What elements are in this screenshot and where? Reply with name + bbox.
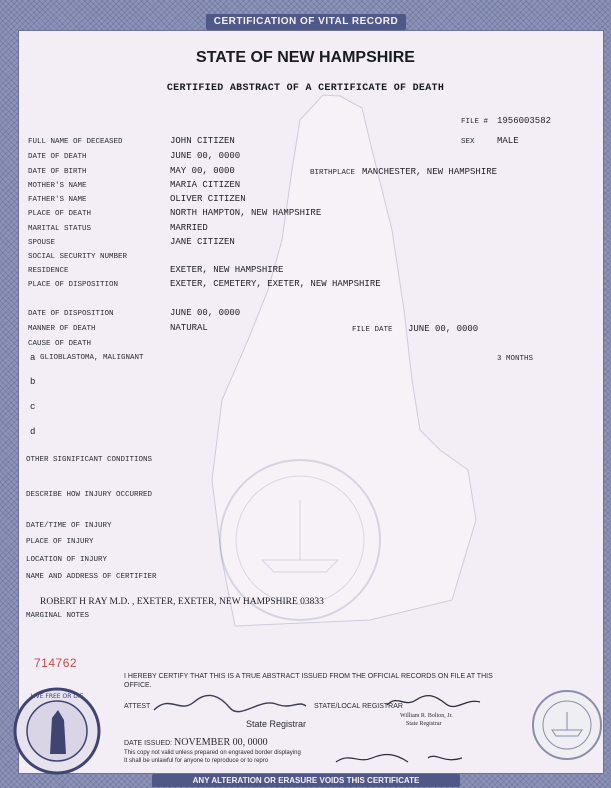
field-value: MARIA CITIZEN <box>170 180 241 190</box>
field-value: MARRIED <box>170 223 208 233</box>
date-issued-label: DATE ISSUED: <box>124 740 173 747</box>
field-value: EXETER, NEW HAMPSHIRE <box>170 265 284 275</box>
disclaimer-line2: It shall be unlawful for anyone to reproduce or to repro <box>124 758 269 764</box>
birthplace-value: MANCHESTER, NEW HAMPSHIRE <box>362 167 498 177</box>
manner-label: MANNER OF DEATH <box>28 325 96 333</box>
certify-statement-line1: I HEREBY CERTIFY THAT THIS IS A TRUE ABSTRACT ISSUED FROM THE OFFICIAL RECORDS ON FILE AT THIS <box>124 673 493 680</box>
file-date-label: FILE DATE <box>352 326 393 334</box>
file-number-value: 1956003582 <box>497 116 552 126</box>
injury-description-label: DESCRIBE HOW INJURY OCCURRED <box>26 491 153 499</box>
certifier-value: ROBERT H RAY M.D. , EXETER, EXETER, NEW HAMPSHIRE 03833 <box>40 597 324 607</box>
cause-label: CAUSE OF DEATH <box>28 340 92 348</box>
field-label: PLACE OF DEATH <box>28 210 92 218</box>
birthplace-label: BIRTHPLACE <box>310 169 356 177</box>
cause-a-interval: 3 MONTHS <box>497 355 534 363</box>
marginal-notes-label: MARGINAL NOTES <box>26 612 90 620</box>
injury-place-label: PLACE OF INJURY <box>26 538 94 546</box>
field-label: FATHER'S NAME <box>28 196 87 204</box>
field-value: NORTH HAMPTON, NEW HAMPSHIRE <box>170 208 322 218</box>
date-issued-value: NOVEMBER 00, 0000 <box>174 737 268 748</box>
field-value: EXETER, CEMETERY, EXETER, NEW HAMPSHIRE <box>170 279 381 289</box>
attest-title: State Registrar <box>246 719 307 729</box>
field-label: FULL NAME OF DECEASED <box>28 138 123 146</box>
field-label: DATE OF DEATH <box>28 153 87 161</box>
state-seal-right <box>530 688 604 762</box>
attest-signature-mark <box>150 692 310 716</box>
field-label: MOTHER'S NAME <box>28 182 87 190</box>
registrar-title: State Registrar <box>406 721 442 727</box>
file-date-value: JUNE 00, 0000 <box>408 324 479 334</box>
field-value: JOHN CITIZEN <box>170 136 235 146</box>
cause-d-letter: d <box>30 427 36 437</box>
alteration-warning-banner: ANY ALTERATION OR ERASURE VOIDS THIS CERTIFICATE <box>152 774 460 787</box>
certify-statement-line2: OFFICE. <box>124 682 152 689</box>
sex-value: MALE <box>497 136 519 146</box>
field-value: MAY 00, 0000 <box>170 166 235 176</box>
registrar-signature-mark <box>384 692 484 710</box>
file-number-label: FILE # <box>461 118 489 126</box>
certification-banner: CERTIFICATION OF VITAL RECORD <box>206 14 406 30</box>
svg-text:LIVE FREE OR DIE: LIVE FREE OR DIE <box>30 693 84 700</box>
field-label: PLACE OF DISPOSITION <box>28 281 119 289</box>
other-conditions-label: OTHER SIGNIFICANT CONDITIONS <box>26 456 153 464</box>
field-label: MARITAL STATUS <box>28 225 92 233</box>
field-value: OLIVER CITIZEN <box>170 194 246 204</box>
field-value: JANE CITIZEN <box>170 237 235 247</box>
injury-location-label: LOCATION OF INJURY <box>26 556 108 564</box>
cause-a-value: GLIOBLASTOMA, MALIGNANT <box>40 354 144 362</box>
certifier-label: NAME AND ADDRESS OF CERTIFIER <box>26 573 157 581</box>
disposition-value: JUNE 00, 0000 <box>170 308 241 318</box>
field-label: RESIDENCE <box>28 267 69 275</box>
disclaimer-line1: This copy not valid unless prepared on engraved border displaying <box>124 750 301 756</box>
certificate-number: 714762 <box>34 656 78 670</box>
seal-signature-mark <box>332 750 482 768</box>
document-title: CERTIFIED ABSTRACT OF A CERTIFICATE OF DEATH <box>166 83 445 94</box>
field-label: SOCIAL SECURITY NUMBER <box>28 253 128 261</box>
manner-value: NATURAL <box>170 323 208 333</box>
attest-label: ATTEST <box>124 703 151 710</box>
state-seal-left <box>12 686 102 776</box>
cause-b-letter: b <box>30 377 36 387</box>
field-value: JUNE 00, 0000 <box>170 151 241 161</box>
field-label: DATE OF BIRTH <box>28 168 87 176</box>
registrar-name: William R. Bolton, Jr. <box>400 713 453 719</box>
sex-label: SEX <box>461 138 475 146</box>
injury-time-label: DATE/TIME OF INJURY <box>26 522 112 530</box>
state-title: STATE OF NEW HAMPSHIRE <box>196 49 415 66</box>
cause-c-letter: c <box>30 402 36 412</box>
state-local-registrar-label: STATE/LOCAL REGISTRAR <box>314 703 403 710</box>
field-label: SPOUSE <box>28 239 56 247</box>
cause-a-letter: a <box>30 353 36 363</box>
disposition-label: DATE OF DISPOSITION <box>28 310 114 318</box>
